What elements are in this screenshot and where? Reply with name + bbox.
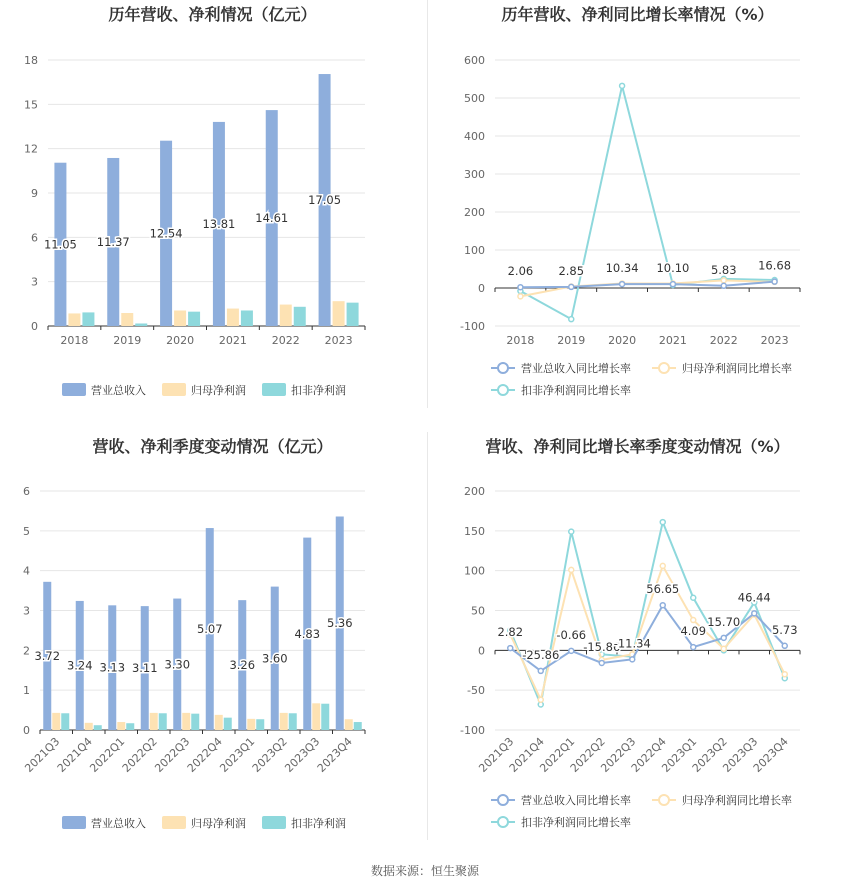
x-tick-label: 2023Q1 bbox=[217, 734, 258, 775]
annual-revenue-profit-chart bbox=[0, 0, 425, 410]
line-data-label: 2.06 bbox=[507, 264, 534, 279]
legend-label: 扣非净利润同比增长率 bbox=[521, 816, 631, 829]
chart-title: 历年营收、净利同比增长率情况（%） bbox=[501, 5, 774, 24]
bar-net-profit bbox=[52, 713, 60, 730]
series-line bbox=[510, 522, 785, 704]
series-point bbox=[620, 83, 625, 88]
legend-label: 归母净利润同比增长率 bbox=[682, 362, 792, 375]
y-tick-label: 0 bbox=[478, 282, 485, 295]
bar-net-profit bbox=[345, 719, 353, 730]
x-tick-label: 2023 bbox=[760, 334, 789, 347]
line-data-label: 10.34 bbox=[605, 261, 639, 276]
series-point bbox=[691, 595, 696, 600]
panel-divider bbox=[427, 0, 428, 408]
legend-marker bbox=[498, 795, 508, 805]
series-point bbox=[721, 646, 726, 651]
line-data-label: -25.86 bbox=[522, 647, 560, 662]
y-tick-label: 15 bbox=[24, 98, 38, 112]
bar-net-profit bbox=[227, 309, 239, 326]
bar-data-label: 3.26 bbox=[229, 658, 256, 673]
x-tick-label: 2022Q4 bbox=[628, 734, 669, 775]
x-tick-label: 2022Q1 bbox=[87, 734, 128, 775]
y-tick-label: 18 bbox=[24, 54, 38, 67]
series-point bbox=[721, 278, 726, 283]
legend-swatch bbox=[262, 816, 286, 829]
series-point bbox=[660, 603, 665, 608]
bar-deducted-profit bbox=[61, 713, 69, 730]
bar-data-label: 3.60 bbox=[261, 651, 288, 666]
y-tick-label: 6 bbox=[23, 485, 30, 498]
x-tick-label: 2022Q3 bbox=[152, 734, 193, 775]
bar-data-label: 3.72 bbox=[34, 648, 61, 663]
line-data-label: 56.65 bbox=[646, 582, 680, 597]
bar-deducted-profit bbox=[82, 312, 94, 326]
annual-growth-rate-chart bbox=[425, 0, 850, 410]
x-tick-label: 2022 bbox=[709, 334, 738, 347]
line-data-label: 10.10 bbox=[656, 261, 690, 276]
series-point bbox=[518, 294, 523, 299]
series-point bbox=[782, 672, 787, 677]
bar-net-profit bbox=[117, 722, 125, 730]
legend-label: 归母净利润 bbox=[191, 384, 246, 397]
legend-item bbox=[162, 816, 246, 830]
series-point bbox=[630, 657, 635, 662]
series-point bbox=[670, 282, 675, 287]
legend-item bbox=[652, 793, 792, 807]
legend-item bbox=[262, 816, 346, 830]
bar-data-label: 5.36 bbox=[326, 616, 353, 631]
x-tick-label: 2021 bbox=[658, 334, 687, 347]
line-data-label: 5.83 bbox=[710, 262, 737, 277]
bar-deducted-profit bbox=[191, 714, 199, 730]
y-tick-label: 1 bbox=[23, 684, 30, 698]
bar-data-label: 17.05 bbox=[308, 193, 342, 208]
x-tick-label: 2023Q1 bbox=[659, 734, 700, 775]
legend-marker bbox=[659, 795, 669, 805]
series-point bbox=[691, 645, 696, 650]
y-tick-label: 0 bbox=[478, 644, 485, 658]
x-tick-label: 2021Q3 bbox=[476, 734, 517, 775]
bar-net-profit bbox=[247, 719, 255, 730]
y-tick-label: 0 bbox=[31, 320, 38, 333]
line-data-label: 16.68 bbox=[758, 258, 792, 273]
y-tick-label: 3 bbox=[23, 604, 30, 618]
y-tick-label: 600 bbox=[464, 54, 485, 67]
series-point bbox=[691, 618, 696, 623]
legend-swatch bbox=[62, 816, 86, 829]
quarterly-revenue-profit-chart bbox=[0, 430, 425, 850]
x-tick-label: 2021Q3 bbox=[22, 734, 63, 775]
bar-deducted-profit bbox=[241, 310, 253, 326]
legend-label: 营业总收入同比增长率 bbox=[521, 794, 631, 807]
y-tick-label: 500 bbox=[464, 92, 485, 105]
x-tick-label: 2023Q2 bbox=[689, 734, 730, 775]
x-tick-label: 2023Q3 bbox=[720, 734, 761, 775]
y-tick-label: -100 bbox=[460, 724, 485, 737]
x-tick-label: 2023Q4 bbox=[750, 734, 791, 775]
bar-net-profit bbox=[68, 313, 80, 326]
x-tick-label: 2023Q3 bbox=[282, 734, 323, 775]
legend-item bbox=[262, 383, 346, 397]
legend-swatch bbox=[62, 383, 86, 396]
bar-deducted-profit bbox=[294, 307, 306, 326]
line-data-label: -11.34 bbox=[613, 636, 651, 651]
series-point bbox=[538, 697, 543, 702]
x-tick-label: 2019 bbox=[557, 334, 586, 347]
line-data-label: -0.66 bbox=[556, 627, 587, 642]
series-point bbox=[569, 567, 574, 572]
x-tick-label: 2022Q2 bbox=[567, 734, 608, 775]
bar-data-label: 11.37 bbox=[96, 234, 130, 249]
line-data-label: 46.44 bbox=[737, 590, 771, 605]
series-point bbox=[660, 563, 665, 568]
legend-item bbox=[491, 793, 631, 807]
series-point bbox=[538, 668, 543, 673]
y-tick-label: -100 bbox=[460, 320, 485, 333]
x-tick-label: 2022Q1 bbox=[537, 734, 578, 775]
series-point bbox=[569, 284, 574, 289]
legend-label: 营业总收入同比增长率 bbox=[521, 362, 631, 375]
series-point bbox=[721, 635, 726, 640]
data-source-note: 数据来源：恒生聚源 bbox=[370, 864, 479, 878]
series-point bbox=[721, 283, 726, 288]
series-point bbox=[569, 529, 574, 534]
chart-svg bbox=[425, 430, 850, 850]
bar-net-profit bbox=[182, 713, 190, 730]
bar-data-label: 3.13 bbox=[99, 660, 126, 675]
x-tick-label: 2019 bbox=[113, 334, 142, 347]
y-tick-label: 200 bbox=[464, 206, 485, 219]
legend-item bbox=[162, 383, 246, 397]
quarterly-growth-rate-chart bbox=[425, 430, 850, 850]
chart-title: 历年营收、净利情况（亿元） bbox=[108, 5, 317, 24]
series-point bbox=[772, 279, 777, 284]
legend-marker bbox=[498, 363, 508, 373]
y-tick-label: 3 bbox=[31, 275, 38, 289]
chart-svg bbox=[0, 0, 425, 410]
x-tick-label: 2020 bbox=[166, 334, 195, 347]
legend-label: 扣非净利润 bbox=[291, 384, 346, 397]
bar-net-profit bbox=[333, 301, 345, 326]
bar-deducted-profit bbox=[354, 722, 362, 730]
bar-data-label: 5.07 bbox=[196, 622, 223, 637]
bar-net-profit bbox=[215, 715, 223, 730]
y-tick-label: 5 bbox=[23, 524, 30, 538]
bar-data-label: 3.30 bbox=[164, 657, 191, 672]
y-tick-label: 9 bbox=[31, 187, 38, 200]
bar-deducted-profit bbox=[159, 713, 167, 730]
legend-marker bbox=[498, 817, 508, 827]
chart-title: 营收、净利同比增长率季度变动情况（%） bbox=[485, 437, 790, 456]
x-tick-label: 2022Q2 bbox=[119, 734, 160, 775]
legend-label: 归母净利润 bbox=[191, 817, 246, 830]
series-point bbox=[620, 282, 625, 287]
bar-net-profit bbox=[121, 313, 133, 326]
y-tick-label: 100 bbox=[464, 564, 485, 578]
legend-label: 扣非净利润同比增长率 bbox=[521, 384, 631, 397]
bar-net-profit bbox=[174, 310, 186, 326]
bar-deducted-profit bbox=[347, 303, 359, 326]
bar-net-profit bbox=[312, 703, 320, 730]
bar-deducted-profit bbox=[188, 312, 200, 326]
y-tick-label: 6 bbox=[31, 231, 38, 245]
bar-deducted-profit bbox=[135, 323, 147, 326]
bar-data-label: 11.05 bbox=[43, 237, 77, 252]
legend-label: 归母净利润同比增长率 bbox=[682, 794, 792, 807]
bar-deducted-profit bbox=[224, 718, 232, 730]
legend-label: 营业总收入 bbox=[91, 384, 146, 397]
line-data-label: 2.82 bbox=[497, 625, 524, 640]
bar-net-profit bbox=[280, 713, 288, 730]
legend-label: 营业总收入 bbox=[91, 817, 146, 830]
x-tick-label: 2023Q2 bbox=[249, 734, 290, 775]
bar-deducted-profit bbox=[321, 704, 329, 730]
bar-net-profit bbox=[280, 305, 292, 326]
panel-divider bbox=[427, 432, 428, 840]
y-tick-label: 200 bbox=[464, 485, 485, 498]
bar-deducted-profit bbox=[256, 719, 264, 730]
legend-item bbox=[62, 383, 146, 397]
line-data-label: 4.09 bbox=[680, 624, 707, 639]
x-tick-label: 2022Q3 bbox=[598, 734, 639, 775]
series-point bbox=[782, 643, 787, 648]
y-tick-label: 0 bbox=[23, 724, 30, 737]
x-tick-label: 2018 bbox=[60, 334, 89, 347]
y-tick-label: 150 bbox=[464, 524, 485, 538]
bar-data-label: 3.24 bbox=[66, 658, 93, 673]
y-tick-label: -50 bbox=[467, 684, 485, 698]
line-data-label: 2.85 bbox=[558, 263, 585, 278]
legend-item bbox=[491, 383, 631, 397]
line-data-label: 5.73 bbox=[771, 622, 798, 637]
y-tick-label: 100 bbox=[464, 244, 485, 257]
line-data-label: -15.86 bbox=[583, 639, 621, 654]
bar-deducted-profit bbox=[94, 725, 102, 730]
legend-item bbox=[62, 816, 146, 830]
bar-deducted-profit bbox=[289, 713, 297, 730]
legend-swatch bbox=[162, 816, 186, 829]
bar-data-label: 13.81 bbox=[202, 216, 236, 231]
legend-marker bbox=[659, 363, 669, 373]
legend-item bbox=[491, 361, 631, 375]
legend-swatch bbox=[262, 383, 286, 396]
chart-svg bbox=[0, 430, 425, 850]
y-tick-label: 2 bbox=[23, 644, 30, 658]
x-tick-label: 2022Q4 bbox=[184, 734, 225, 775]
y-tick-label: 12 bbox=[24, 142, 38, 156]
series-point bbox=[569, 317, 574, 322]
bar-data-label: 14.61 bbox=[255, 211, 289, 226]
x-tick-label: 2023 bbox=[324, 334, 353, 347]
x-tick-label: 2021 bbox=[218, 334, 247, 347]
x-tick-label: 2022 bbox=[271, 334, 300, 347]
series-point bbox=[569, 648, 574, 653]
line-data-label: 15.70 bbox=[707, 614, 741, 629]
series-point bbox=[518, 285, 523, 290]
x-tick-label: 2021Q4 bbox=[506, 734, 547, 775]
bar-net-profit bbox=[85, 723, 93, 730]
bar-data-label: 3.11 bbox=[131, 661, 158, 676]
chart-svg bbox=[425, 0, 850, 410]
y-tick-label: 300 bbox=[464, 168, 485, 181]
legend-item bbox=[652, 361, 792, 375]
bar-deducted-profit bbox=[126, 723, 134, 730]
legend-marker bbox=[498, 385, 508, 395]
series-point bbox=[599, 660, 604, 665]
x-tick-label: 2020 bbox=[608, 334, 637, 347]
x-tick-label: 2021Q4 bbox=[54, 734, 95, 775]
y-tick-label: 50 bbox=[471, 604, 485, 618]
x-tick-label: 2018 bbox=[506, 334, 535, 347]
legend-item bbox=[491, 815, 631, 829]
bar-data-label: 4.83 bbox=[294, 626, 321, 641]
series-point bbox=[660, 520, 665, 525]
y-tick-label: 4 bbox=[23, 564, 30, 578]
legend-label: 扣非净利润 bbox=[291, 817, 346, 830]
bar-net-profit bbox=[150, 713, 158, 730]
legend-swatch bbox=[162, 383, 186, 396]
bar-data-label: 12.54 bbox=[149, 226, 183, 241]
series-point bbox=[752, 611, 757, 616]
x-tick-label: 2023Q4 bbox=[314, 734, 355, 775]
series-point bbox=[508, 646, 513, 651]
chart-title: 营收、净利季度变动情况（亿元） bbox=[92, 437, 333, 456]
y-tick-label: 400 bbox=[464, 130, 485, 143]
